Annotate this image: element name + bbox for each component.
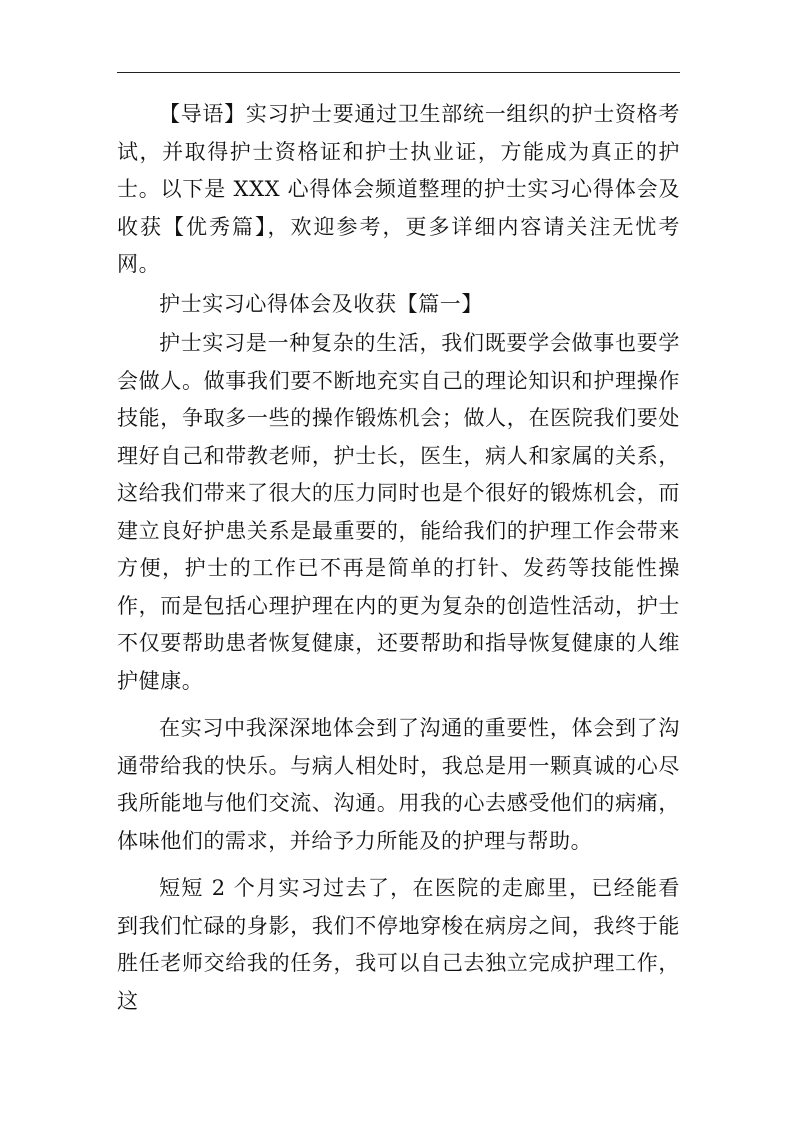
- body-paragraph: 在实习中我深深地体会到了沟通的重要性，体会到了沟通带给我的快乐。与病人相处时，我总是用一颗真诚的心尽我所能地与他们交流、沟通。用我的心去感受他们的病痛，体味他们的需求，并给予力所能及的护理与帮助。: [117, 716, 680, 853]
- body-paragraph: 护士实习是一种复杂的生活，我们既要学会做事也要学会做人。做事我们要不断地充实自己的理论知识和护理操作技能，争取多一些的操作锻炼机会；做人，在医院我们要处理好自己和带教老师，护士长，医生，病人和家属的关系，这给我们带来了很大的压力同时也是个很好的锻炼机会，而建立良好护患关系是最重要的，能给我们的护理工作会带来方便，护士的工作已不再是简单的打针、发药等技能性操作，而是包括心理护理在内的更为复杂的创造性活动，护士不仅要帮助患者恢复健康，还要帮助和指导恢复健康的人维护健康。: [117, 331, 680, 693]
- body-paragraph: 短短 2 个月实习过去了，在医院的走廊里，已经能看到我们忙碌的身影，我们不停地穿梭在病房之间，我终于能胜任老师交给我的任务，我可以自己去独立完成护理工作，这: [117, 876, 680, 1013]
- section-heading: 护士实习心得体会及收获【篇一】: [159, 291, 483, 316]
- header-rule: [117, 72, 680, 73]
- intro-paragraph: 【导语】实习护士要通过卫生部统一组织的护士资格考试，并取得护士资格证和护士执业证，方能成为真正的护士。以下是 XXX 心得体会频道整理的护士实习心得体会及收获【优秀篇】，欢迎参考，更多详细内容请关注无忧考网。: [117, 102, 680, 276]
- document-body: [117, 96, 680, 1030]
